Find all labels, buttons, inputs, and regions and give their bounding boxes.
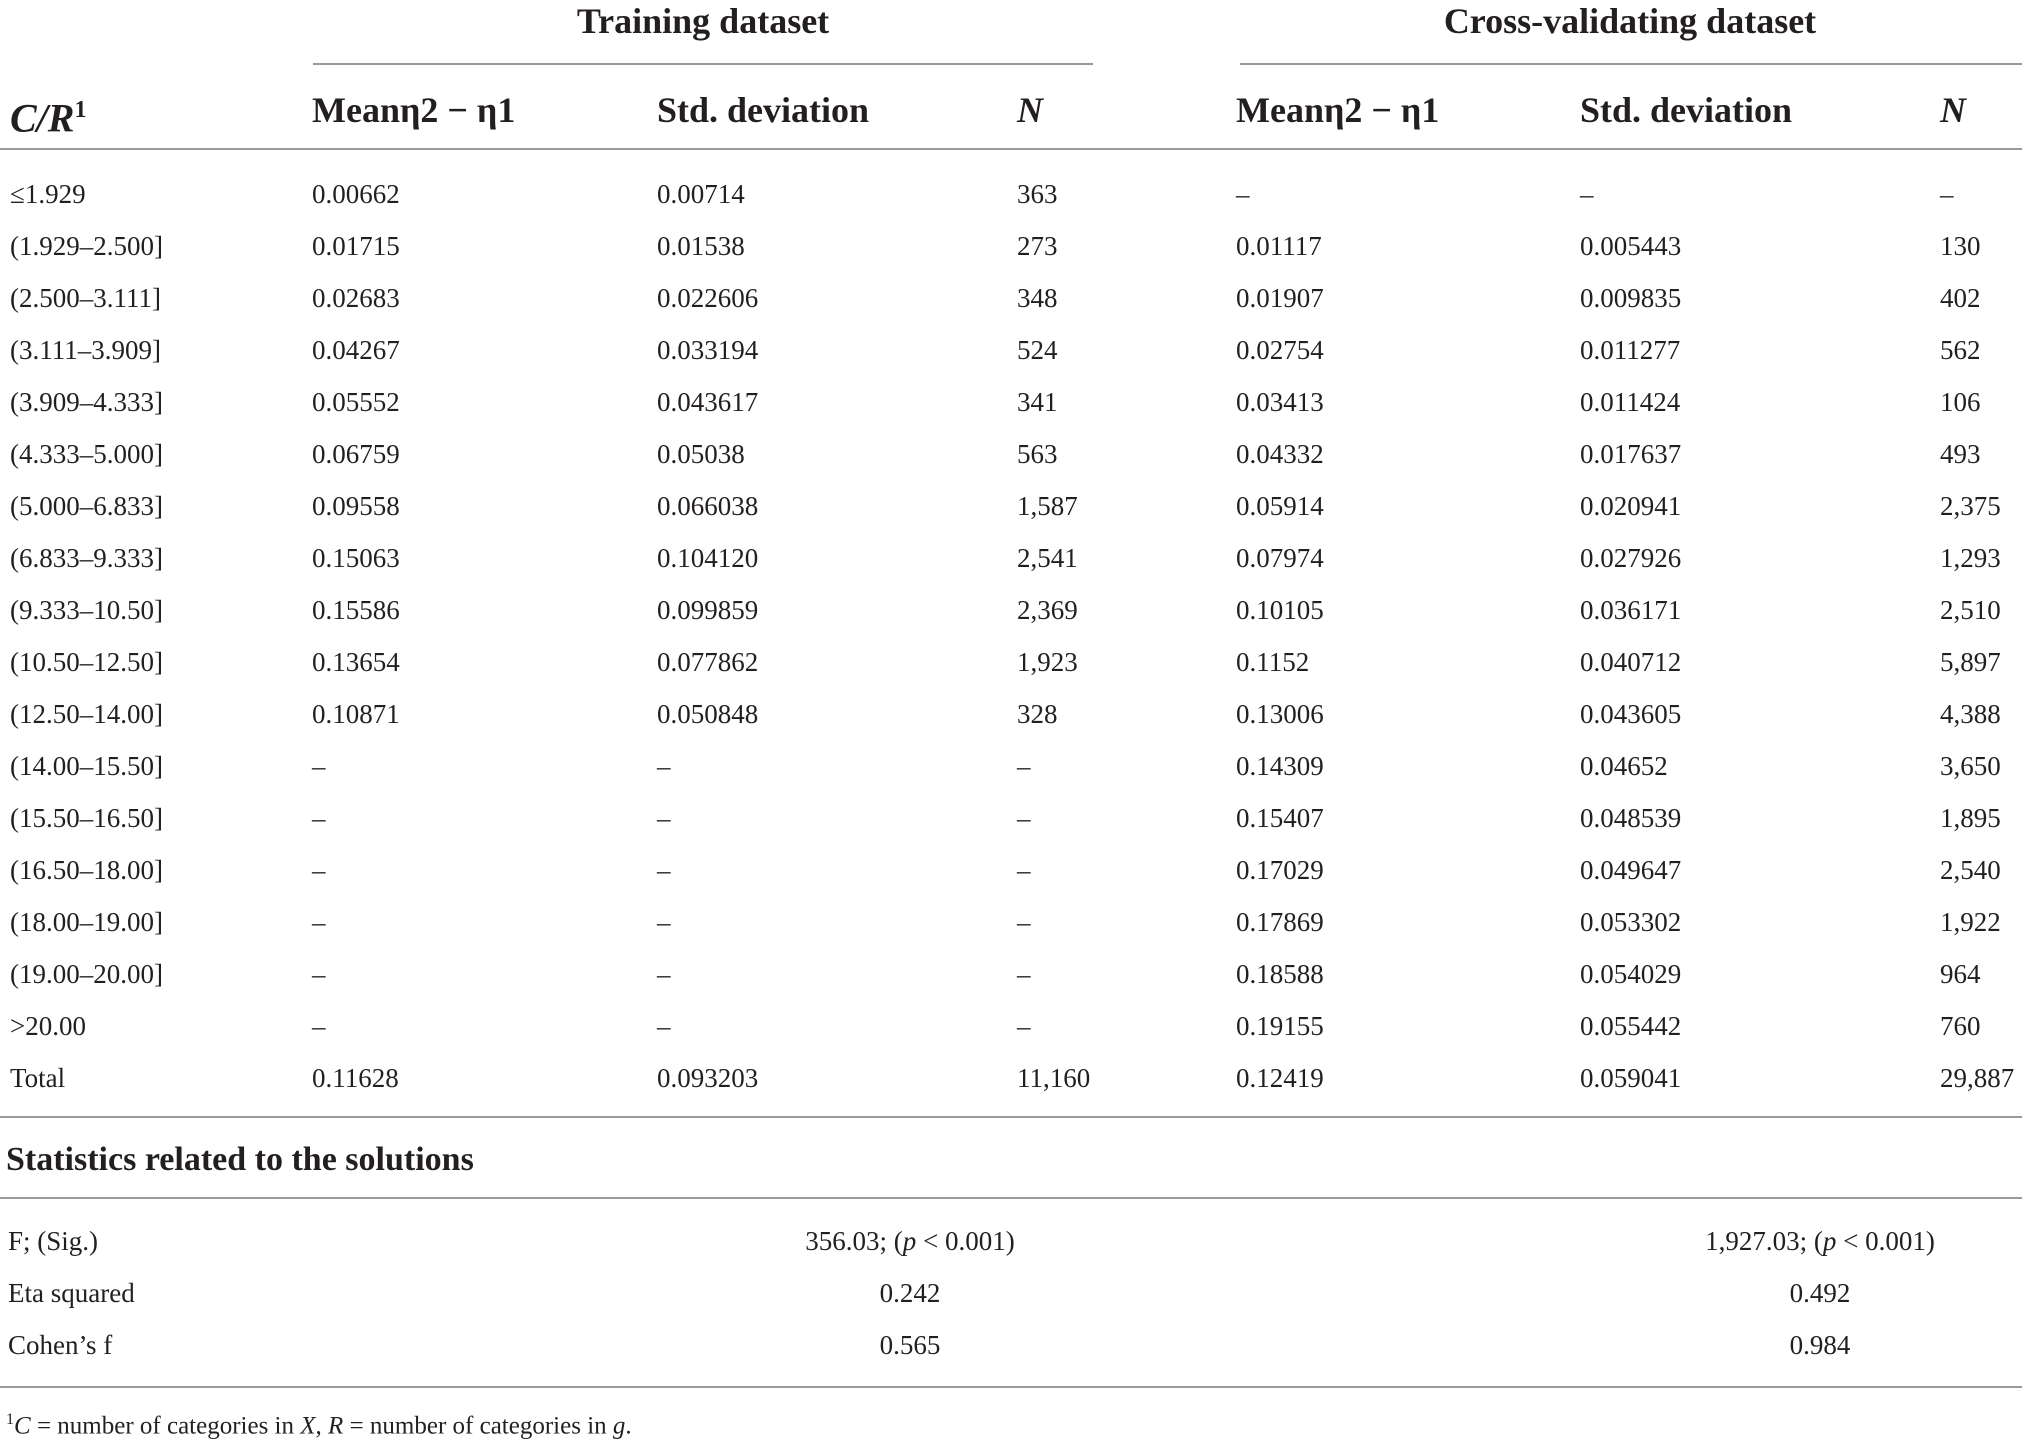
cell-training-mean: –: [312, 803, 326, 833]
cell-cross-n: 493: [1940, 439, 1981, 469]
cell-training-mean: 0.11628: [312, 1063, 399, 1093]
cell-training-std: 0.01538: [657, 231, 745, 261]
cell-training-n: 563: [1017, 439, 1058, 469]
cell-cr: (1.929–2.500]: [10, 231, 163, 261]
cell-cross-mean: 0.02754: [1236, 335, 1324, 365]
cell-cross-mean: 0.10105: [1236, 595, 1324, 625]
cell-training-mean: 0.13654: [312, 647, 400, 677]
cell-cross-std: 0.043605: [1580, 699, 1682, 729]
cell-cross-n: 1,293: [1940, 543, 2001, 573]
cell-cross-n: 130: [1940, 231, 1981, 261]
cell-cr: (9.333–10.50]: [10, 595, 163, 625]
header-training-n-label: N: [1017, 90, 1043, 130]
cell-training-n: –: [1017, 907, 1031, 937]
cross-validating-dataset-title: Cross-validating dataset: [1443, 1, 1817, 41]
stats-section-title: Statistics related to the solutions: [6, 1141, 474, 1178]
cell-training-std: 0.077862: [657, 647, 759, 677]
footnote-marker: 1: [6, 1411, 14, 1428]
cell-training-n: –: [1017, 803, 1031, 833]
cell-cross-n: 760: [1940, 1011, 1981, 1041]
cell-cross-n: 3,650: [1940, 751, 2001, 781]
cell-cross-mean: 0.15407: [1236, 803, 1324, 833]
table-row: [0, 324, 2022, 376]
cell-cross-std: 0.036171: [1580, 595, 1682, 625]
header-training-std: Std. deviation: [657, 90, 870, 130]
cell-training-n: 363: [1017, 179, 1058, 209]
cell-training-n: 2,369: [1017, 595, 1078, 625]
cell-training-mean: 0.15586: [312, 595, 400, 625]
stats-label: F; (Sig.): [8, 1226, 99, 1256]
cell-training-std: 0.099859: [657, 595, 759, 625]
cell-training-n: 328: [1017, 699, 1058, 729]
cell-cross-std: 0.04652: [1580, 751, 1668, 781]
header-bottom-rule: [0, 148, 2022, 150]
cell-cross-std: 0.005443: [1580, 231, 1682, 261]
cell-training-n: 1,923: [1017, 647, 1078, 677]
cell-training-n: 341: [1017, 387, 1058, 417]
stats-cross-value: 1,927.03; (p < 0.001): [1705, 1226, 1935, 1256]
cell-training-std: –: [657, 855, 671, 885]
cell-cross-std: 0.054029: [1580, 959, 1682, 989]
table-row: [0, 272, 2022, 324]
cell-cr: (5.000–6.833]: [10, 491, 163, 521]
cell-training-n: 273: [1017, 231, 1058, 261]
cell-cross-n: 5,897: [1940, 647, 2001, 677]
cell-training-mean: 0.01715: [312, 231, 400, 261]
cell-cross-n: 1,922: [1940, 907, 2001, 937]
cell-cross-n: 2,540: [1940, 855, 2001, 885]
table-row: [0, 844, 2022, 896]
cell-training-n: 11,160: [1017, 1063, 1091, 1093]
cell-cross-mean: 0.17869: [1236, 907, 1324, 937]
stats-title-rule: [0, 1197, 2022, 1199]
cell-training-n: 2,541: [1017, 543, 1078, 573]
cell-training-mean: 0.02683: [312, 283, 400, 313]
cell-cross-n: 2,375: [1940, 491, 2001, 521]
stats-training-value: 0.242: [879, 1278, 941, 1308]
cell-cross-std: 0.017637: [1580, 439, 1682, 469]
cell-training-std: 0.043617: [657, 387, 759, 417]
stats-row: [0, 1267, 2022, 1319]
table-row: [0, 532, 2022, 584]
cell-training-std: 0.066038: [657, 491, 759, 521]
cell-training-std: –: [657, 907, 671, 937]
table-row-total: [0, 1052, 2022, 1104]
table-row: [0, 740, 2022, 792]
header-cross-mean: Meanη2 − η1: [1236, 90, 1440, 130]
table-row: [0, 688, 2022, 740]
cell-training-n: 348: [1017, 283, 1058, 313]
cell-cr: (2.500–3.111]: [10, 283, 161, 313]
footnote-text: C = number of categories in X, R = number of categories in g.: [14, 1412, 632, 1440]
cell-cross-std: 0.049647: [1580, 855, 1682, 885]
cell-cross-mean: 0.13006: [1236, 699, 1324, 729]
table-row: [0, 792, 2022, 844]
cell-training-std: –: [657, 803, 671, 833]
cell-training-mean: –: [312, 855, 326, 885]
cell-training-mean: 0.10871: [312, 699, 400, 729]
cell-training-n: 524: [1017, 335, 1058, 365]
cell-cr: (10.50–12.50]: [10, 647, 163, 677]
cell-training-std: 0.050848: [657, 699, 759, 729]
cell-cr: Total: [10, 1063, 66, 1093]
training-dataset-title: Training dataset: [576, 1, 830, 41]
stats-cross-value: 0.492: [1789, 1278, 1851, 1308]
cell-cr: (3.909–4.333]: [10, 387, 163, 417]
table-row: [0, 220, 2022, 272]
cell-cross-mean: 0.12419: [1236, 1063, 1324, 1093]
header-cross-n-label: N: [1940, 90, 1966, 130]
cell-training-n: –: [1017, 855, 1031, 885]
cell-cross-n: 964: [1940, 959, 1981, 989]
cell-cross-mean: 0.07974: [1236, 543, 1324, 573]
cell-training-mean: –: [312, 907, 326, 937]
table-row: [0, 428, 2022, 480]
cell-cross-mean: 0.19155: [1236, 1011, 1324, 1041]
stats-row: [0, 1215, 2022, 1267]
footnote: [6, 1400, 632, 1440]
cross-group-rule: [1240, 63, 2022, 65]
cell-cross-mean: –: [1236, 179, 1250, 209]
cell-cross-std: 0.055442: [1580, 1011, 1682, 1041]
table-row: [0, 480, 2022, 532]
cell-cross-mean: 0.18588: [1236, 959, 1324, 989]
cell-cross-mean: 0.01907: [1236, 283, 1324, 313]
cell-cr: (15.50–16.50]: [10, 803, 163, 833]
cell-training-std: 0.033194: [657, 335, 759, 365]
header-cross-n: [1940, 86, 1966, 134]
cell-cr: (19.00–20.00]: [10, 959, 163, 989]
cell-training-n: –: [1017, 959, 1031, 989]
cell-training-std: –: [657, 751, 671, 781]
cell-cross-n: 1,895: [1940, 803, 2001, 833]
cell-cr: (16.50–18.00]: [10, 855, 163, 885]
table-row: [0, 376, 2022, 428]
cell-cross-std: 0.040712: [1580, 647, 1682, 677]
cell-cross-std: 0.011277: [1580, 335, 1681, 365]
cell-cross-mean: 0.14309: [1236, 751, 1324, 781]
header-cr: [10, 86, 87, 141]
table-row: [0, 168, 2022, 220]
cell-training-n: 1,587: [1017, 491, 1078, 521]
cell-cr: >20.00: [10, 1011, 86, 1041]
stats-training-value: 0.565: [879, 1330, 941, 1360]
cell-cross-mean: 0.04332: [1236, 439, 1324, 469]
cell-cross-mean: 0.03413: [1236, 387, 1324, 417]
cell-cross-n: 562: [1940, 335, 1981, 365]
table-row: [0, 948, 2022, 1000]
cell-training-std: 0.104120: [657, 543, 759, 573]
cell-cross-n: 402: [1940, 283, 1981, 313]
header-cr-footnote-marker: 1: [74, 97, 87, 123]
cell-cr: (18.00–19.00]: [10, 907, 163, 937]
cell-training-mean: 0.15063: [312, 543, 400, 573]
cell-cross-mean: 0.01117: [1236, 231, 1322, 261]
cell-cr: (4.333–5.000]: [10, 439, 163, 469]
cell-cross-mean: 0.17029: [1236, 855, 1324, 885]
cell-cr: (3.111–3.909]: [10, 335, 161, 365]
cell-training-std: –: [657, 959, 671, 989]
cell-cross-n: 2,510: [1940, 595, 2001, 625]
cell-training-std: 0.022606: [657, 283, 759, 313]
cell-training-mean: –: [312, 959, 326, 989]
training-group-rule: [313, 63, 1093, 65]
cell-training-mean: –: [312, 751, 326, 781]
cell-training-std: 0.093203: [657, 1063, 759, 1093]
stats-bottom-rule: [0, 1386, 2022, 1388]
cell-cr: (6.833–9.333]: [10, 543, 163, 573]
table-row: [0, 636, 2022, 688]
header-cr-label: C/R: [10, 95, 75, 141]
cell-cr: (14.00–15.50]: [10, 751, 163, 781]
cell-cross-std: 0.059041: [1580, 1063, 1682, 1093]
cell-cross-n: 29,887: [1940, 1063, 2015, 1093]
cell-training-n: –: [1017, 1011, 1031, 1041]
cell-training-n: –: [1017, 751, 1031, 781]
cell-training-mean: 0.06759: [312, 439, 400, 469]
cell-training-mean: –: [312, 1011, 326, 1041]
cell-cross-n: 106: [1940, 387, 1981, 417]
cell-cross-std: 0.027926: [1580, 543, 1682, 573]
cell-cross-std: 0.048539: [1580, 803, 1682, 833]
cell-cross-mean: 0.1152: [1236, 647, 1310, 677]
stats-training-value: 356.03; (p < 0.001): [805, 1226, 1015, 1256]
cell-cross-std: 0.053302: [1580, 907, 1682, 937]
cell-training-mean: 0.09558: [312, 491, 400, 521]
stats-label: Cohen’s f: [8, 1330, 113, 1360]
cell-cross-std: 0.020941: [1580, 491, 1682, 521]
cell-training-std: –: [657, 1011, 671, 1041]
cell-cross-n: 4,388: [1940, 699, 2001, 729]
cell-training-mean: 0.00662: [312, 179, 400, 209]
cell-training-std: 0.00714: [657, 179, 745, 209]
cell-cross-n: –: [1940, 179, 1954, 209]
cell-cr: ≤1.929: [10, 179, 86, 209]
header-training-n: [1017, 86, 1043, 134]
stats-label: Eta squared: [8, 1278, 135, 1308]
table-row: [0, 896, 2022, 948]
cell-training-std: 0.05038: [657, 439, 745, 469]
header-cross-std: Std. deviation: [1580, 90, 1793, 130]
stats-cross-value: 0.984: [1789, 1330, 1851, 1360]
table-row: [0, 584, 2022, 636]
table-row: [0, 1000, 2022, 1052]
cell-cross-std: –: [1580, 179, 1594, 209]
cell-cross-std: 0.009835: [1580, 283, 1682, 313]
table-bottom-rule: [0, 1116, 2022, 1118]
cell-cross-std: 0.011424: [1580, 387, 1681, 417]
cell-cross-mean: 0.05914: [1236, 491, 1324, 521]
header-training-mean: Meanη2 − η1: [312, 90, 516, 130]
stats-row: [0, 1319, 2022, 1371]
cell-training-mean: 0.05552: [312, 387, 400, 417]
cell-cr: (12.50–14.00]: [10, 699, 163, 729]
cell-training-mean: 0.04267: [312, 335, 400, 365]
